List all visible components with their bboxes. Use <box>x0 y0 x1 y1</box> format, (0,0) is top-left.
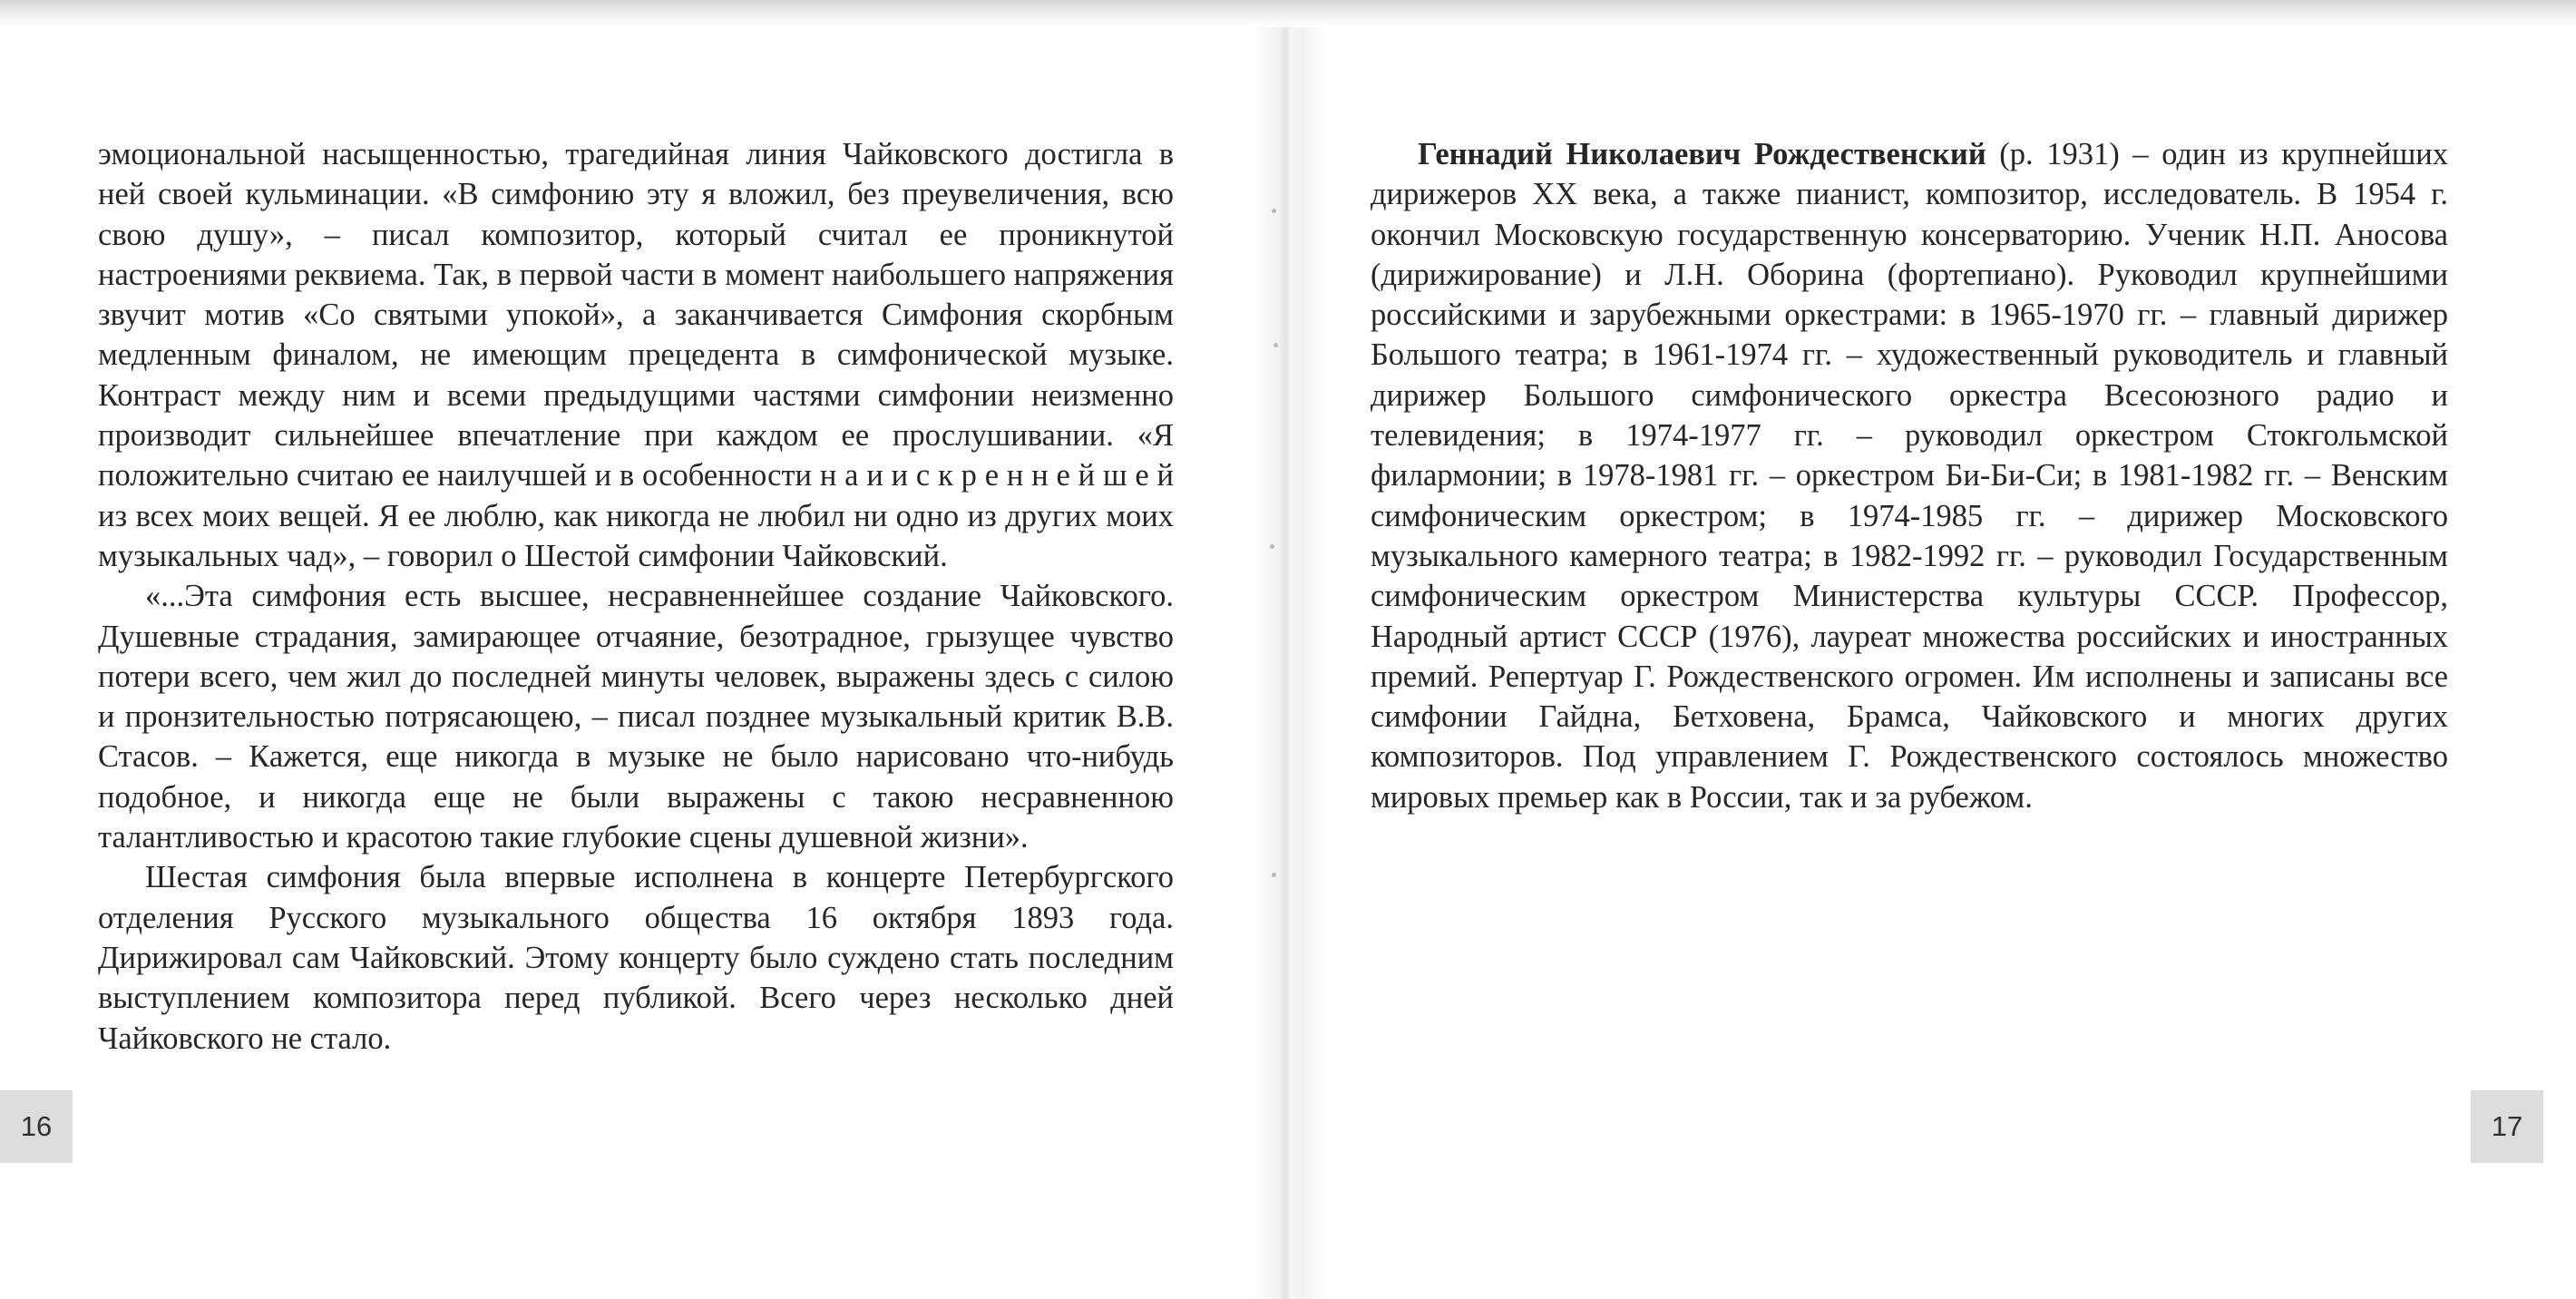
conductor-name: Геннадий Николаевич Рождественский <box>1418 137 1986 171</box>
scan-speck <box>1272 873 1276 877</box>
book-gutter <box>1252 27 1324 1299</box>
page-number-left: 16 <box>0 1090 73 1163</box>
page-number-right: 17 <box>2471 1090 2543 1163</box>
scan-speck <box>1272 209 1276 213</box>
right-page-text <box>1371 134 2448 817</box>
paragraph-premiere: Шестая симфония была впервые исполнена в концерте Петербургского отделения Русского музыкального общества 16 октября 1893 года. Дирижировал сам Чайковский. Этому концерту было суждено стать последним выступлением композитора перед публикой. Всего через несколько дней Чайковского не стало. <box>98 860 1174 1056</box>
left-page-text <box>98 134 1174 1059</box>
scan-speck <box>1273 343 1278 347</box>
conductor-bio-text: (р. 1931) – один из крупнейших дирижеров XX века, а также пианист, композитор, исследователь. В 1954 г. окончил Московскую государственную консерваторию. Ученик Н.П. Аносова (дирижирование) и Л.Н. Оборина (фортепиано). Руководил крупнейшими российскими и зарубежными оркестрами: в 1965-1970 гг. – главный дирижер Большого театра; в 1961-1974 гг. – художественный руководитель и главный дирижер Большого симфонического оркестра Всесоюзного радио и телевидения; в 1974-1977 гг. – руководил оркестром Стокгольмской филармонии; в 1978-1981 гг. – оркестром Би-Би-Си; в 1981-1982 гг. – Венским симфоническим оркестром; в 1974-1985 гг. – дирижер Московского музыкального камерного театра; в 1982-1992 гг. – руководил Государственным симфоническим оркестром Министерства культуры СССР. Профессор, Народный артист СССР (1976), лауреат множества российских и иностранных премий. Репертуар Г. Рождественского огромен. Им исполнены и записаны все симфонии Гайдна, Бетховена, Брамса, Чайковского и многих других композиторов. Под управлением Г. Рождественского состоялось множество мировых премьер как в России, так и за рубежом. <box>1371 137 2448 815</box>
paragraph-conductor-bio <box>1371 134 2448 817</box>
scan-edge-shadow <box>0 0 2576 27</box>
paragraph-stasov-quote: «...Эта симфония есть высшее, несравненнейшее создание Чайковского. Душевные страдания, замирающее отчаяние, безотрадное, грызущее чувство потери всего, чем жил до последней минуты человек, выражены здесь с силою и пронзительностью потрясающею, – писал позднее музыкальный критик В.В. Стасов. – Кажется, еще никогда в музыке не было нарисовано что-нибудь подобное, и никогда еще не были выражены с такою несравненною талантливостью и красотою такие глубокие сцены душевной жизни». <box>98 579 1174 855</box>
scan-speck <box>1270 544 1274 549</box>
paragraph-symphony-emotion: эмоциональной насыщенностью, трагедийная линия Чайковского достигла в ней своей кульминации. «В симфонию эту я вложил, без преувеличения, всю свою душу», – писал композитор, который считал ее проникнутой настроениями реквиема. Так, в первой части в момент наибольшего напряжения звучит мотив «Со святыми упокой», а заканчивается Симфония скорбным медленным финалом, не имеющим прецедента в симфонической музыке. Контраст между ним и всеми предыдущими частями симфонии неизменно производит сильнейшее впечатление при каждом ее прослушивании. «Я положительно считаю ее наилучшей и в особенности н а и и с к р е н н е й ш е й из всех моих вещей. Я ее люблю, как никогда не любил ни одно из других моих музыкальных чад», – говорил о Шестой симфонии Чайковский. <box>98 137 1174 573</box>
